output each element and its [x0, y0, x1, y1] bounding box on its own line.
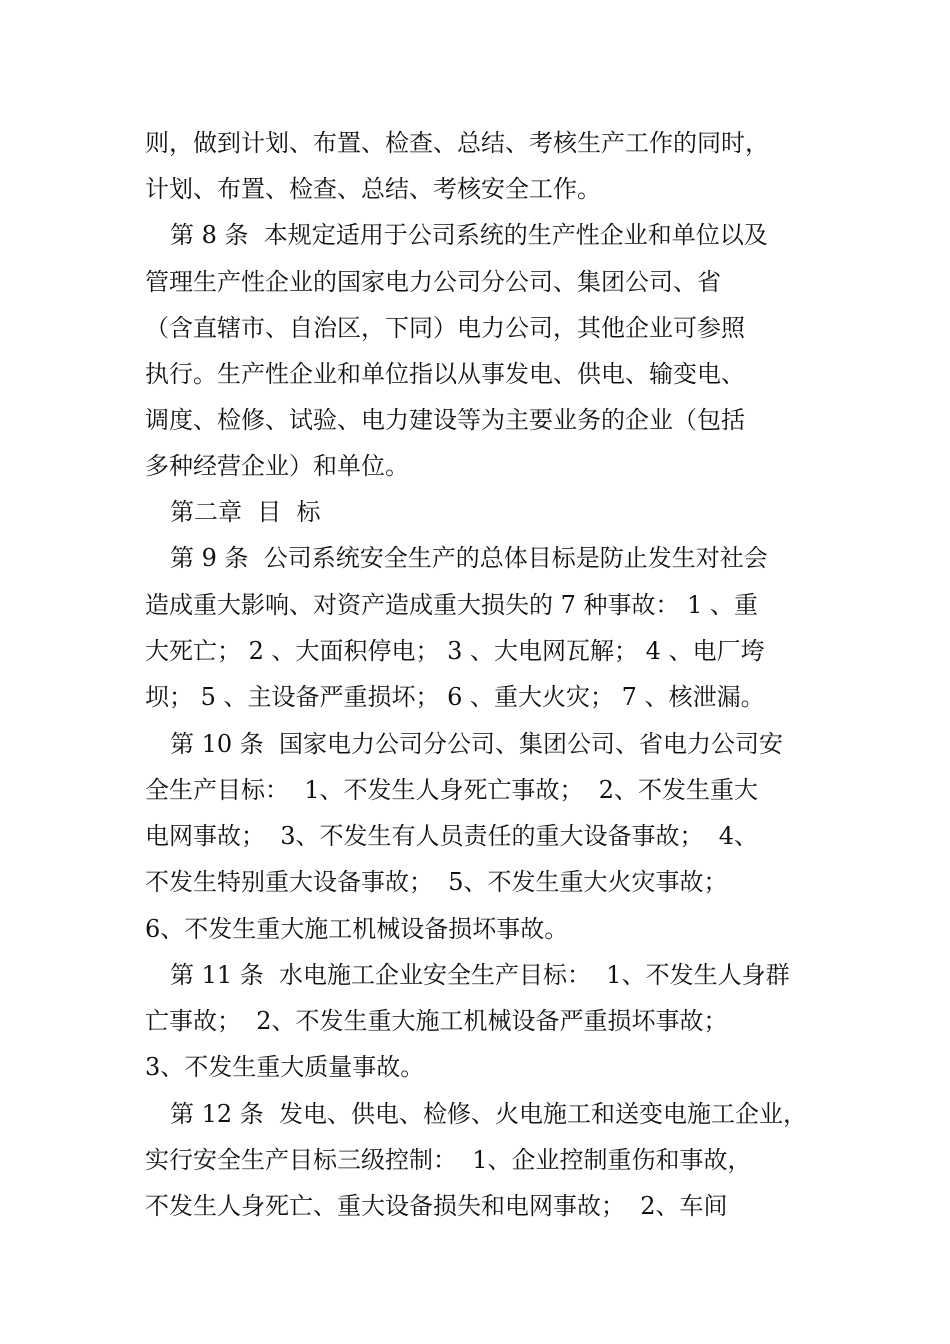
article-11-heading-line: 第 11 条 水电施工企业安全生产目标： 1、不发生人身群: [170, 961, 790, 989]
text-line: 亡事故； 2、不发生重大施工机械设备严重损坏事故；: [145, 1007, 728, 1035]
text-line: 不发生人身死亡、重大设备损失和电网事故； 2、车间: [145, 1192, 728, 1220]
text-line: 实行安全生产目标三级控制： 1、企业控制重伤和事故，: [145, 1146, 752, 1174]
text-line: 执行。生产性企业和单位指以从事发电、供电、输变电、: [145, 360, 745, 388]
text-line: 不发生特别重大设备事故； 5、不发生重大火灾事故；: [145, 868, 728, 896]
article-9-heading-line: 第 9 条 公司系统安全生产的总体目标是防止发生对社会: [170, 544, 768, 572]
text-line: 大死亡； 2 、大面积停电； 3 、大电网瓦解； 4 、电厂垮: [145, 637, 765, 665]
text-line: 则，做到计划、布置、检查、总结、考核生产工作的同时，: [145, 129, 769, 157]
text-line: 计划、布置、检查、总结、考核安全工作。: [145, 175, 601, 203]
text-line: 多种经营企业）和单位。: [145, 452, 409, 480]
chapter-heading: 第二章 目 标: [170, 498, 321, 526]
text-line: 3、不发生重大质量事故。: [145, 1053, 425, 1081]
article-8-heading-line: 第 8 条 本规定适用于公司系统的生产性企业和单位以及: [170, 221, 768, 249]
text-line: 电网事故； 3、不发生有人员责任的重大设备事故； 4、: [145, 822, 759, 850]
article-12-heading-line: 第 12 条 发电、供电、检修、火电施工和送变电施工企业，: [170, 1100, 808, 1128]
text-line: 管理生产性企业的国家电力公司分公司、集团公司、省: [145, 268, 721, 296]
text-line: （含直辖市、自治区，下同）电力公司，其他企业可参照: [145, 314, 745, 342]
text-line: 全生产目标： 1、不发生人身死亡事故； 2、不发生重大: [145, 776, 759, 804]
text-line: 造成重大影响、对资产造成重大损失的 7 种事故： 1 、重: [145, 591, 759, 619]
text-line: 坝； 5 、主设备严重损坏； 6 、重大火灾； 7 、核泄漏。: [145, 683, 765, 711]
text-line: 调度、检修、试验、电力建设等为主要业务的企业（包括: [145, 406, 745, 434]
text-line: 6、不发生重大施工机械设备损坏事故。: [145, 915, 569, 943]
article-10-heading-line: 第 10 条 国家电力公司分公司、集团公司、省电力公司安: [170, 730, 784, 758]
